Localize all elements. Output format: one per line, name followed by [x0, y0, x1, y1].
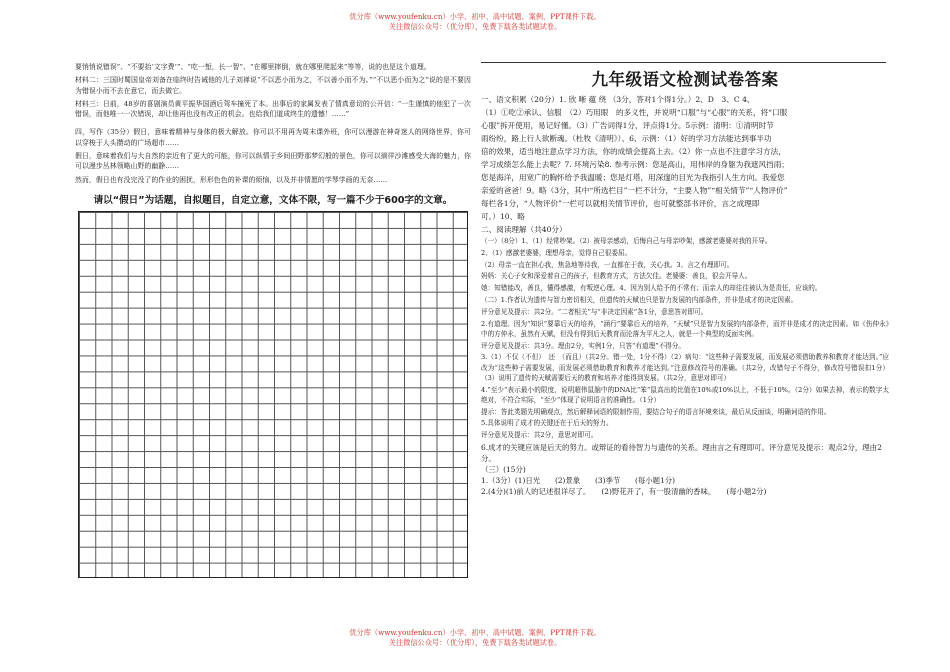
material-two: 材料二：三国时蜀国皇帝刘备在临终时告诫他的儿子刘禅说“不以恶小而为之，不以善小而不为。”“不以恶小而为之”说的是不要因为错误小而不去在意它，而去做它。: [75, 76, 471, 95]
right-column: [481, 62, 889, 497]
reading-answer: 3.（1）不仅（不但） 还 （而且）（共2分。错一处，1分不得）（2）病句：“这些种子需要发展，而发展必须借助教养和教育才能达到。”应改为“这些种子需要发展，而发展必须借助教育和教养才能达到。”注意修改符号的准确。（共2分，改错句子不得分，修改符号错误扣1分）（3）说明了遗传的天赋需要后天的教育和培养才能得到发展。（共2分，意思对即可）: [481, 353, 889, 382]
accumulation-line: 倍的效果，适当地注意点学习方法，你的成绩会提高上去。（2）你一点也不注意学习方法，: [481, 147, 786, 156]
answer-title: 九年级语文检测试卷答案: [591, 70, 779, 89]
watermark-line-2: 关注微信公众号：（优分库），免费下载各类试题试卷。: [388, 21, 562, 31]
reading-answer: 评分意见及提示：共3分。理由2分，实例1分，只答“有道理”不得分。: [481, 341, 685, 350]
material-three: 材料三：日前，48岁的喜剧演员黄平振华国酒后驾车撞死了本。出事后的家属发表了情真意切的公开信：“一生谨慎的他犯了一次错误，而他唯一一次错误，却让他再也没有改正的机会。也给我们道成终生的遗憾！……”: [75, 99, 471, 119]
section-three-heading: （三）(15分): [481, 464, 526, 474]
watermark-line-1: 优分库（www.youfenku.cn）小学、初中、高中试题、案例、PPT课件下载。: [349, 628, 601, 637]
left-column: [75, 62, 471, 578]
section-three-q2: 2.(4分)(1)前人的记述很详尽了。 (2)野花开了，有一股清幽的香味。 (每小题2分): [481, 486, 767, 496]
reading-answer: 她：知错能改，善良，懂得感激，有叛逆心理。4、因为别人给予的不常有；而亲人的却往往被认为是责任，应该的。: [481, 284, 822, 293]
accumulation-line: 亲爱的爸爸！9。略（3分，其中“所选栏目”一栏不计分，“主要人物”“相关情节”“人物评价”: [481, 186, 788, 195]
reading-answer: （一）（8分）1、（1）经常吵架。（2）被母亲感动，后悔自己与母亲吵架，感激老婆婆对我的开导。: [481, 237, 772, 245]
reading-answer: 2.有道理。因为“知识”要靠后天的培养，“涵行”要靠后天的培养，“天赋”只是智力发展的内部条件，而并非是成才的决定因素。如《伤仲永》中的方仲永，虽然有天赋，但没有得到后天教育而沦落为平凡之人，就是一个典型的反面实例。: [481, 319, 889, 338]
composition-grid[interactable]: [78, 211, 468, 578]
accumulation-line: 学习成绩怎么能上去呢？7. 环境污染8. 参考示例：您是高山，用伟岸的身躯为我遮风挡雨；: [481, 160, 789, 169]
watermark-bottom: [0, 628, 950, 647]
reading-heading: 二、阅读理解（共40分）: [481, 225, 567, 234]
accumulation-line: 心服”拆开使用，易记好懂。（3）广告词得1分，评点得1分。5示例：清明：①清明时节: [481, 121, 774, 130]
reading-answer: 评分意见及提示：共2分。“二者相关”与“非决定因素”各1分，意思答对即可。: [481, 307, 708, 316]
watermark-line-1: 优分库（www.youfenku.cn）小学、初中、高中试题、案例、PPT课件下载。: [349, 12, 601, 21]
accumulation-line: （1）①吃②承认、信服 （2）巧用眼 的多义性，并说明“口服”与“心服”的关系，将“口服: [481, 108, 788, 117]
accumulation-line: 可。）10、略: [481, 212, 525, 221]
writing-prompt: 请以“假日”为话题，自拟题目，自定立意，文体不限，写一篇不少于600字的文章。: [93, 194, 453, 206]
reading-answer: 提示：答此类题先明确观点，然后解释词语的限制作用，要结合句子的语言环境来谈，最后从反面谈，明确词语的作用。: [481, 407, 831, 416]
question-six: 6.成才的关键应该是后天的努力。或辩证的看待智力与遗传的关系。理由言之有理即可。评分意见及提示：观点2分，理由2分。: [481, 442, 882, 463]
section-reading: [481, 236, 889, 440]
header-rule: [481, 62, 886, 63]
reading-answer: （2）母亲一直在担心我，焦急地等待我，一直都在于我，关心我。3、言之有理即可。: [481, 260, 734, 269]
writing-intro: 四，写作（35分）假日，意味着精神与身体的极大解放。你可以不用再为周末课外班，你可以漫游在神奇迷人的网络世界，你可以穿梭于人头攒动的广场超市……: [75, 128, 471, 147]
writing-nature: 假日，意味着我们与大自然的亲近有了更大的可能，你可以纵情于乡间田野那梦幻般的景色，你可以徜徉沙滩感受大海的魅力，你可以漫步丛林领略山野的幽静……: [75, 151, 471, 171]
material-continuation: 要悄悄说错误”、“不要抬‘文字费’”、“吃一堑，长一智”、“在哪里摔倒，就在哪里爬起来”等等，说的也是这个道理。: [75, 63, 431, 71]
section-three-q1: 1.（3分）(1)日光 (2)景象 (3)季节 (每小题1分): [481, 475, 676, 485]
reading-answer: 5.具体说明了成才的关键还在于后天的努力。: [481, 419, 613, 428]
watermark-line-2: 关注微信公众号：（优分库），免费下载各类试题试卷。: [388, 637, 562, 647]
accumulation-line: 每栏各1分，“人物评价”一栏可以就相关情节评价，也可就整部书评价，言之成理即: [481, 199, 760, 208]
reading-answer: 评分意见及提示：共2分，意思对即可。: [481, 431, 598, 440]
reading-answer: （二）1.作者认为遗传与智力密切相关，但遗传的天赋也只是智力发展的内部条件，并非是成才的决定因素。: [481, 295, 798, 304]
writing-trouble: 然而，假日也有没完没了的作业的困扰，形形色色的补课的烦恼，以及并非情愿的学琴学画的无奈……: [75, 175, 388, 184]
reading-answer: 4.“至少”表示最小的限度，说明超伟鼠脑中的DNA比“笨”鼠高出的比值在10%或10%以上，不低于10%。（2分）如果去掉，表示的数字太绝对，不符合实际，“至少”体现了说明语言的准确性。（1分）: [481, 385, 889, 404]
reading-answer: 2、（1）感激老婆婆，理想母亲，觉得自己很委屈。: [481, 248, 632, 257]
watermark-top: [0, 12, 950, 31]
reading-answer: 妈妈：关心子女和深爱着自己的孩子，但教育方式，方法欠佳。老婆婆：善良，很会开导人。: [481, 272, 752, 281]
accumulation-line: 雨纷纷，路上行人欲断魂。（杜牧《清明》）、6、示例：（1）好的学习方法能达到事半功: [481, 134, 772, 143]
accumulation-line: 您是海洋，用宽广的胸怀给予我温暖；您是灯塔，用深邃的目光为我指引人生方向。我爱您: [481, 173, 785, 182]
section-accumulation: [481, 93, 889, 223]
accumulation-line: 一、语文积累（20分）1. 欣 晰 蕴 绕 （3分，答对1个得1分。）2、D 3、C 4、: [481, 95, 755, 104]
